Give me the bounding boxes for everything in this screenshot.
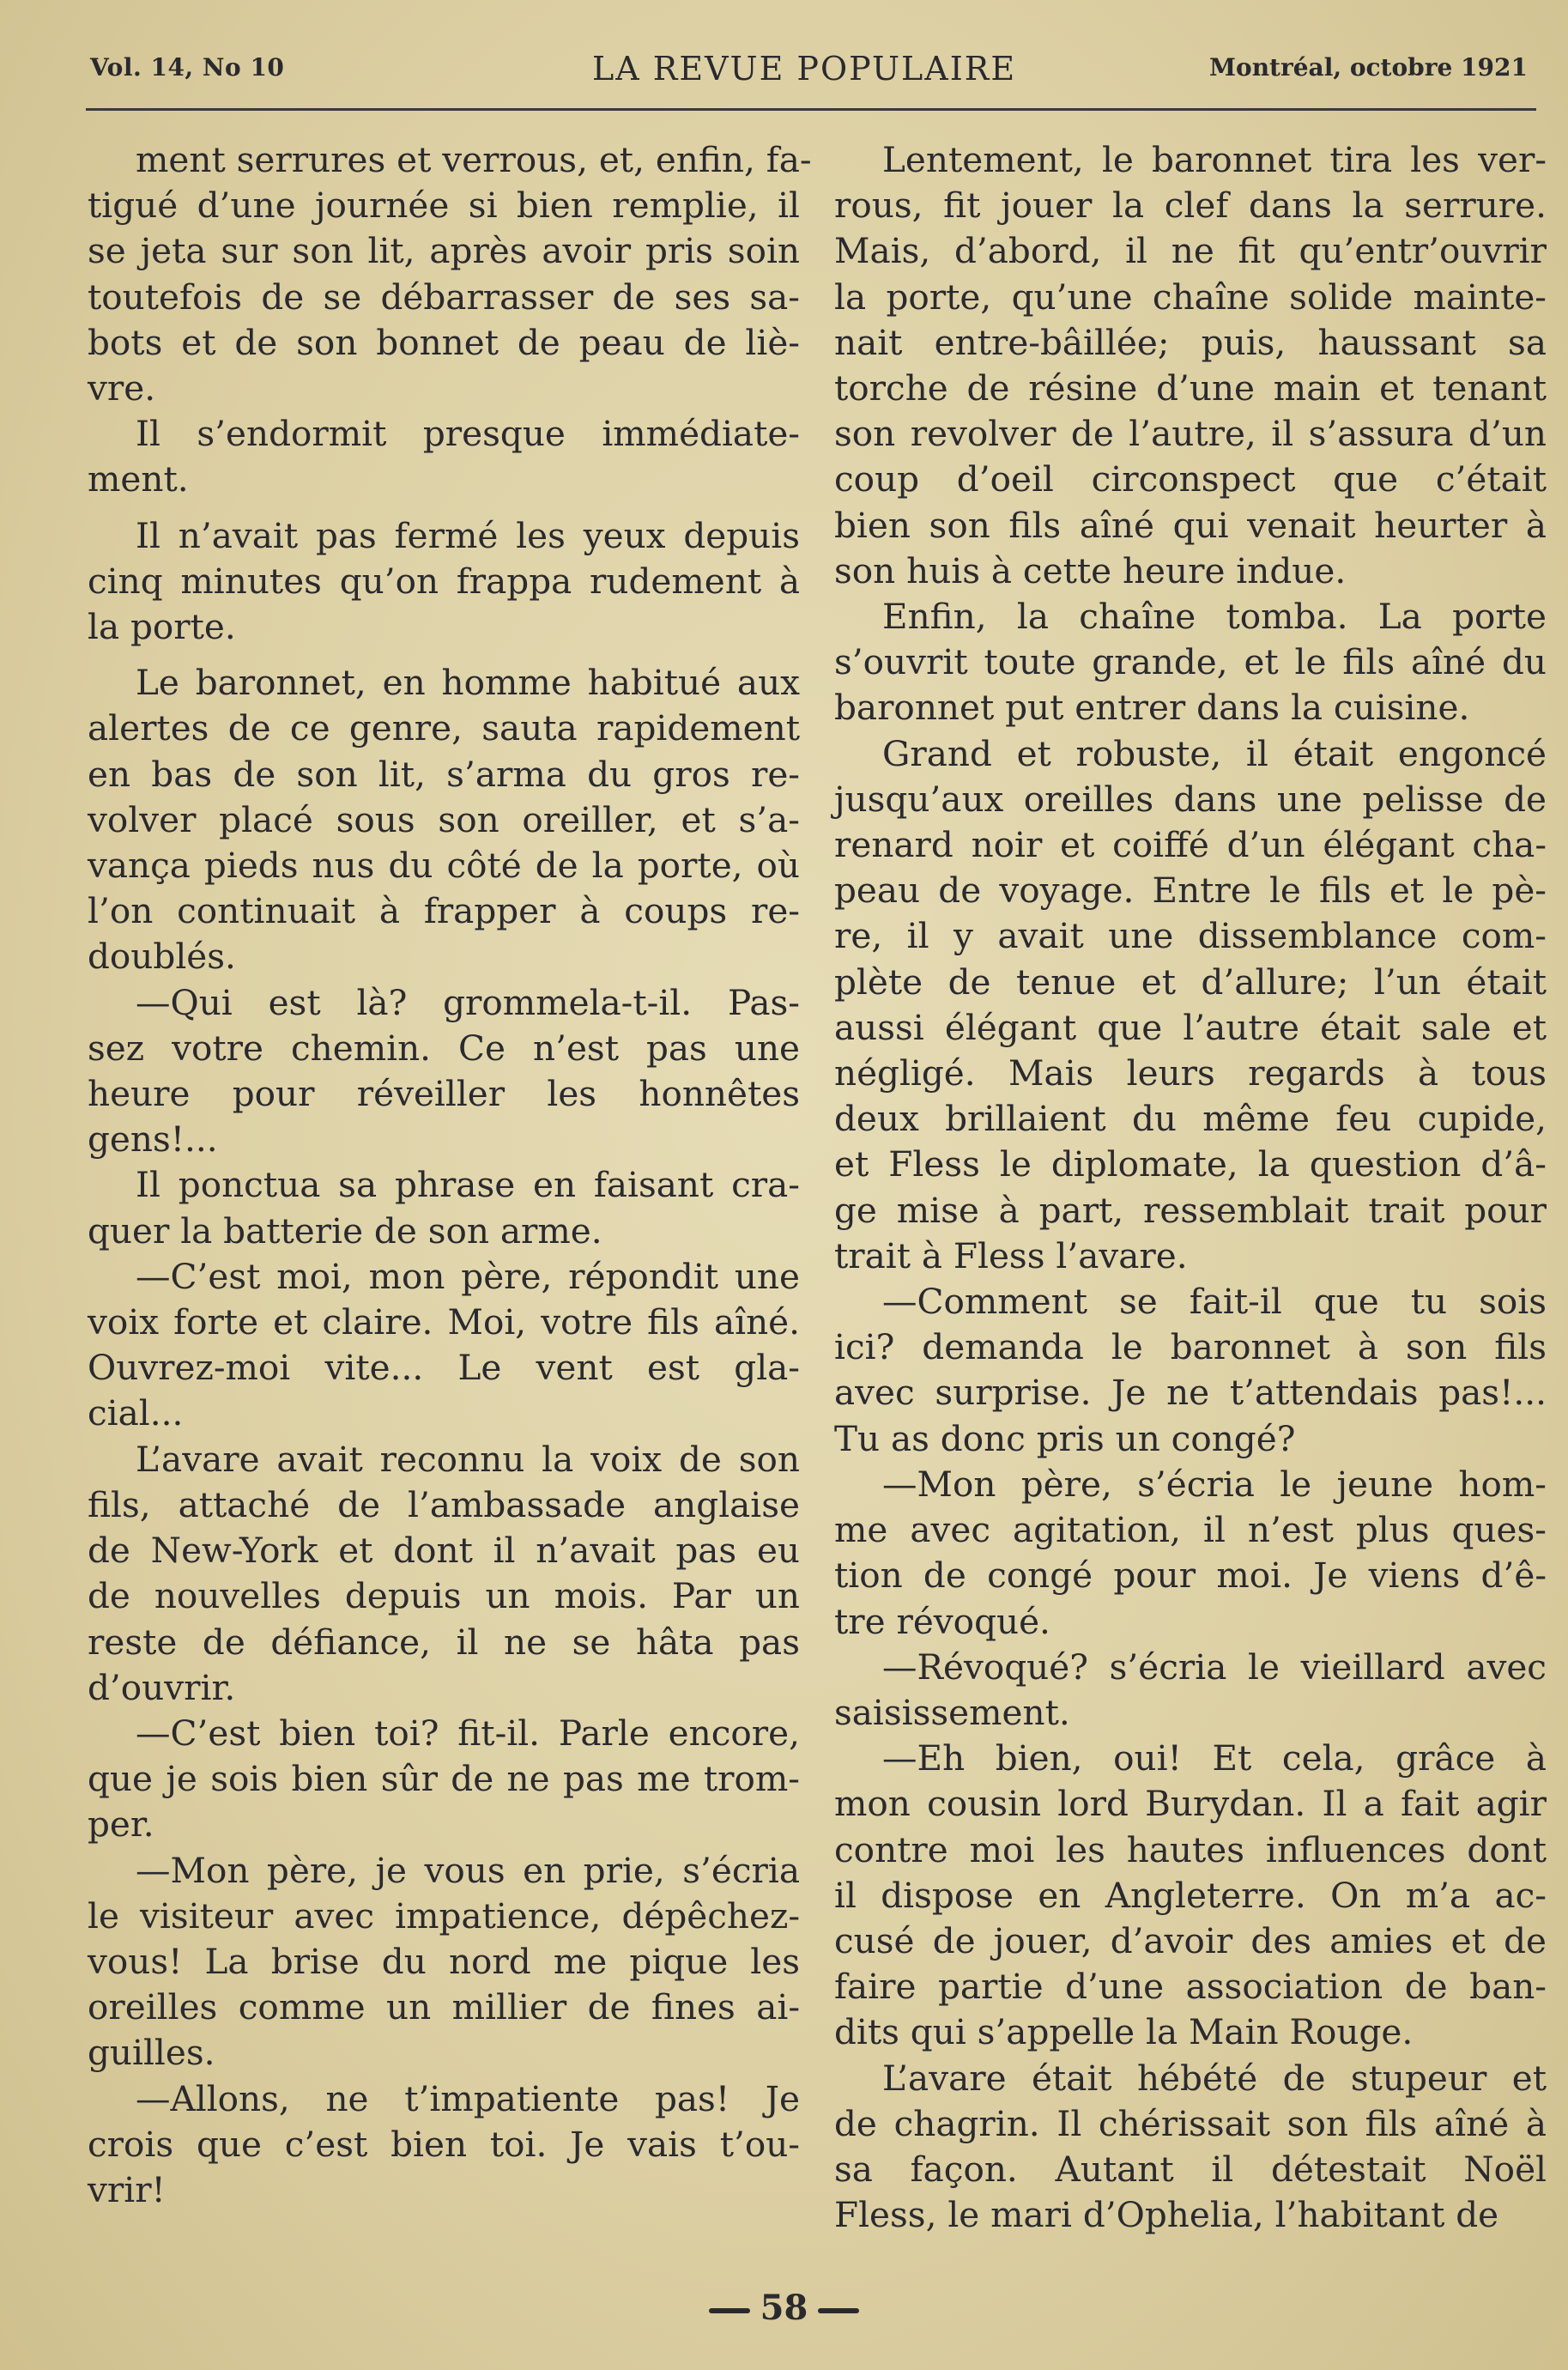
text-line: cial... [88,1392,184,1434]
text-line: sez votre chemin. Ce n’est pas une [88,1027,800,1069]
text-line: rous, fit jouer la clef dans la serrure. [834,185,1547,227]
text-line: tigué d’une journée si bien remplie, il [88,185,800,227]
paragraph [88,1254,800,1437]
paragraph [88,1162,800,1253]
paragraph [88,660,800,979]
text-line: Fless, le mari d’Ophelia, l’habitant de [834,2194,1499,2236]
paragraph [834,731,1547,1279]
text-line: s’ouvrit toute grande, et le fils aîné du [834,641,1547,683]
text-line: —C’est bien toi? fit-il. Parle encore, [136,1712,800,1754]
text-line: faire partie d’une association de ban- [834,1966,1547,2008]
text-line: me avec agitation, il n’est plus ques- [834,1509,1547,1551]
text-line: per. [88,1803,154,1846]
text-line: gens!... [88,1118,218,1161]
paragraph [834,1645,1547,1736]
text-line: Tu as donc pris un congé? [834,1417,1296,1459]
text-line: Grand et robuste, il était engoncé [882,732,1547,774]
text-line: doublés. [88,936,236,978]
paragraph [88,411,800,502]
footer-dash-right [818,2308,859,2313]
header-rule [86,108,1536,111]
text-line: Il s’endormit presque immédiate- [136,413,800,455]
text-line: —Eh bien, oui! Et cela, grâce à [882,1737,1547,1779]
text-line: reste de défiance, il ne se hâta pas [88,1621,800,1663]
text-line: —Mon père, s’écria le jeune hom- [882,1463,1547,1505]
page-number: 58 [760,2288,808,2328]
text-line: —Révoqué? s’écria le vieillard avec [882,1646,1547,1688]
text-line: —Qui est là? grommela-t-il. Pas- [136,981,800,1023]
paragraph [834,594,1547,731]
text-line: tion de congé pour moi. Je viens d’ê- [834,1555,1547,1597]
text-line: plète de tenue et d’allure; l’un était [834,961,1547,1003]
text-line: ici? demanda le baronnet à son fils [834,1326,1547,1368]
text-line: son huis à cette heure indue. [834,549,1347,591]
text-line: trait à Fless l’avare. [834,1234,1188,1276]
text-line: jusqu’aux oreilles dans une pelisse de [834,778,1547,820]
text-line: Il n’avait pas fermé les yeux depuis [136,514,800,556]
text-line: se jeta sur son lit, après avoir pris soin [88,230,800,272]
text-line: ment. [88,458,189,500]
text-line: vança pieds nus du côté de la porte, où [88,845,800,887]
text-line: guilles. [88,2032,215,2074]
paragraph [834,1736,1547,2055]
text-line: l’on continuait à frapper à coups re- [88,890,800,932]
left-column [88,137,812,2213]
journal-title: LA REVUE POPULAIRE [592,50,1017,88]
text-line: volver placé sous son oreiller, et s’a- [88,798,800,840]
text-line: Ouvrez-moi vite... Le vent est gla- [88,1347,800,1389]
text-line: Lentement, le baronnet tira les ver- [882,139,1547,180]
text-line: tre révoqué. [834,1600,1050,1642]
text-line: baronnet put entrer dans la cuisine. [834,687,1470,729]
text-line: re, il y avait une dissemblance com- [834,915,1547,957]
text-line: aussi élégant que l’autre était sale et [834,1006,1547,1048]
paragraph [88,1437,800,1711]
text-line: fils, attaché de l’ambassade anglaise [88,1483,800,1525]
text-line: deux brillaient du même feu cupide, [834,1098,1547,1140]
text-line: —C’est moi, mon père, répondit une [136,1255,800,1297]
text-line: Il ponctua sa phrase en faisant cra- [136,1164,800,1206]
text-line: peau de voyage. Entre le fils et le pè- [834,870,1547,912]
text-line: vous! La brise du nord me pique les [88,1940,800,1982]
text-line: renard noir et coiffé d’un élégant cha- [834,824,1547,866]
text-line: vrir! [88,2168,166,2210]
text-line: Mais, d’abord, il ne fit qu’entr’ouvrir [834,230,1547,272]
paragraph [88,1711,800,1848]
paragraph [834,1462,1547,1645]
text-line: —Comment se fait-il que tu sois [882,1281,1547,1323]
paragraph [88,2076,800,2214]
right-column [834,137,1547,2238]
text-line: crois que c’est bien toi. Je vais t’ou- [88,2123,800,2165]
text-line: saisissement. [834,1691,1070,1733]
text-line: coup d’oeil circonspect que c’était [834,458,1547,500]
volume-label: Vol. 14, No 10 [90,53,285,82]
text-line: contre moi les hautes influences dont [834,1828,1547,1870]
paragraph [834,1279,1547,1462]
text-line: de New-York et dont il n’avait pas eu [88,1530,800,1572]
text-line: Le baronnet, en homme habitué aux [136,662,800,704]
text-line: —Mon père, je vous en prie, s’écria [136,1849,800,1891]
text-line: L’avare était hébété de stupeur et [882,2057,1547,2099]
text-line: Enfin, la chaîne tomba. La porte [882,596,1547,638]
text-line: la porte, qu’une chaîne solide mainte- [834,276,1547,318]
text-line: mon cousin lord Burydan. Il a fait agir [834,1783,1547,1825]
issue-date: Montréal, octobre 1921 [1209,53,1528,82]
text-line: la porte. [88,606,236,648]
text-line: ge mise à part, ressemblait trait pour [834,1189,1547,1231]
text-line: bots et de son bonnet de peau de liè- [88,321,800,363]
text-line: son revolver de l’autre, il s’assura d’un [834,413,1547,455]
text-line: dits qui s’appelle la Main Rouge. [834,2011,1414,2053]
text-line: —Allons, ne t’impatiente pas! Je [136,2077,800,2119]
text-line: voix forte et claire. Moi, votre fils aîné. [88,1301,800,1343]
paragraph [88,513,800,651]
text-line: vre. [88,367,156,409]
text-line: il dispose en Angleterre. On m’a ac- [834,1874,1547,1916]
text-line: en bas de son lit, s’arma du gros re- [88,753,800,795]
text-line: bien son fils aîné qui venait heurter à [834,504,1547,546]
text-line: toutefois de se débarrasser de ses sa- [88,276,800,318]
text-line: ment serrures et verrous, et, enfin, fa- [136,139,812,180]
text-line: L’avare avait reconnu la voix de son [136,1438,800,1480]
footer-dash-left [709,2308,750,2313]
text-line: que je sois bien sûr de ne pas me trom- [88,1758,800,1800]
paragraph [88,1848,800,2076]
page-footer [0,2288,1568,2328]
text-line: nait entre-bâillée; puis, haussant sa [834,321,1547,363]
paragraph [834,137,1547,594]
text-line: sa façon. Autant il détestait Noël [834,2148,1547,2190]
text-line: heure pour réveiller les honnêtes [88,1073,800,1115]
paragraph [88,980,800,1163]
text-line: cinq minutes qu’on frappa rudement à [88,560,800,602]
text-line: oreilles comme un millier de fines ai- [88,1986,800,2028]
paragraph [834,2056,1547,2239]
text-line: avec surprise. Je ne t’attendais pas!... [834,1372,1547,1414]
text-line: de nouvelles depuis un mois. Par un [88,1575,800,1617]
text-line: d’ouvrir. [88,1666,236,1708]
text-line: cusé de jouer, d’avoir des amies et de [834,1919,1547,1961]
running-header [86,50,1528,96]
text-line: le visiteur avec impatience, dépêchez- [88,1894,800,1937]
paragraph [88,137,812,411]
text-line: quer la batterie de son arme. [88,1209,602,1252]
text-line: de chagrin. Il chérissait son fils aîné à [834,2102,1547,2144]
text-line: négligé. Mais leurs regards à tous [834,1052,1547,1094]
text-line: torche de résine d’une main et tenant [834,367,1547,409]
text-line: et Fless le diplomate, la question d’â- [834,1143,1547,1185]
text-line: alertes de ce genre, sauta rapidement [88,707,800,749]
